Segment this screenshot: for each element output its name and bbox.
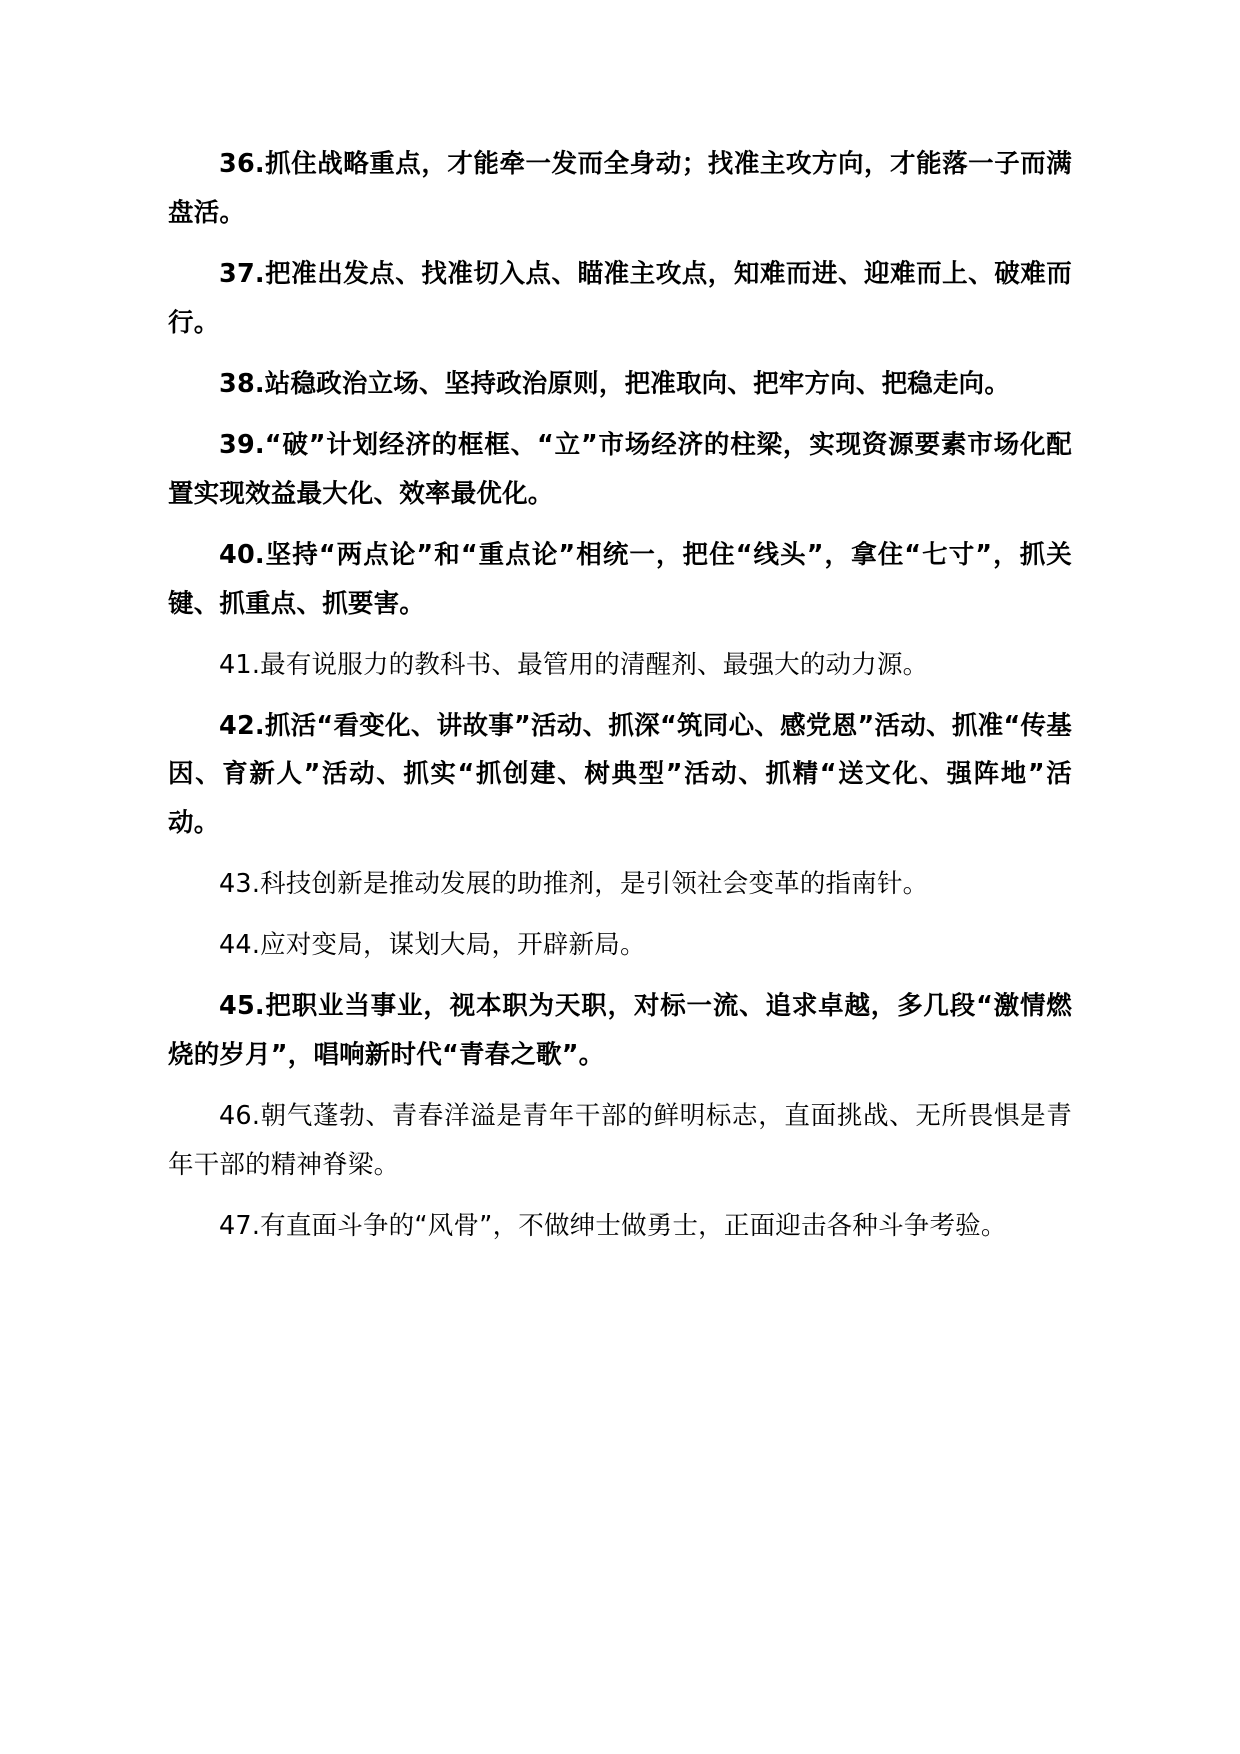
paragraph-39: 39.“破”计划经济的框框、“立”市场经济的柱梁，实现资源要素市场化配置实现效益最大化、效率最优化。 — [168, 429, 1072, 509]
paragraph-40: 40.坚持“两点论”和“重点论”相统一，把住“线头”，拿住“七寸”，抓关键、抓重点、抓要害。 — [168, 539, 1072, 619]
paragraph-44: 44.应对变局，谋划大局，开辟新局。 — [219, 930, 646, 961]
paragraph-42: 42.抓活“看变化、讲故事”活动、抓深“筑同心、感党恩”活动、抓准“传基因、育新人”活动、抓实“抓创建、树典型”活动、抓精“送文化、强阵地”活动。 — [168, 710, 1072, 839]
paragraph-47: 47.有直面斗争的“风骨”，不做绅士做勇士，正面迎击各种斗争考验。 — [219, 1211, 1007, 1242]
document-body — [168, 140, 1072, 1251]
paragraph-38: 38.站稳政治立场、坚持政治原则，把准取向、把牢方向、把稳走向。 — [219, 368, 1011, 399]
paragraph-43: 43.科技创新是推动发展的助推剂，是引领社会变革的指南针。 — [219, 869, 929, 900]
paragraph-46: 46.朝气蓬勃、青春洋溢是青年干部的鲜明标志，直面挑战、无所畏惧是青年干部的精神脊梁。 — [168, 1101, 1072, 1181]
paragraph-41: 41.最有说服力的教科书、最管用的清醒剂、最强大的动力源。 — [219, 649, 929, 680]
paragraph-45: 45.把职业当事业，视本职为天职，对标一流、追求卓越，多几段“激情燃烧的岁月”，唱响新时代“青春之歌”。 — [168, 991, 1072, 1071]
paragraph-37: 37.把准出发点、找准切入点、瞄准主攻点，知难而进、迎难而上、破难而行。 — [168, 258, 1072, 338]
paragraph-36: 36.抓住战略重点，才能牵一发而全身动；找准主攻方向，才能落一子而满盘活。 — [168, 149, 1072, 228]
